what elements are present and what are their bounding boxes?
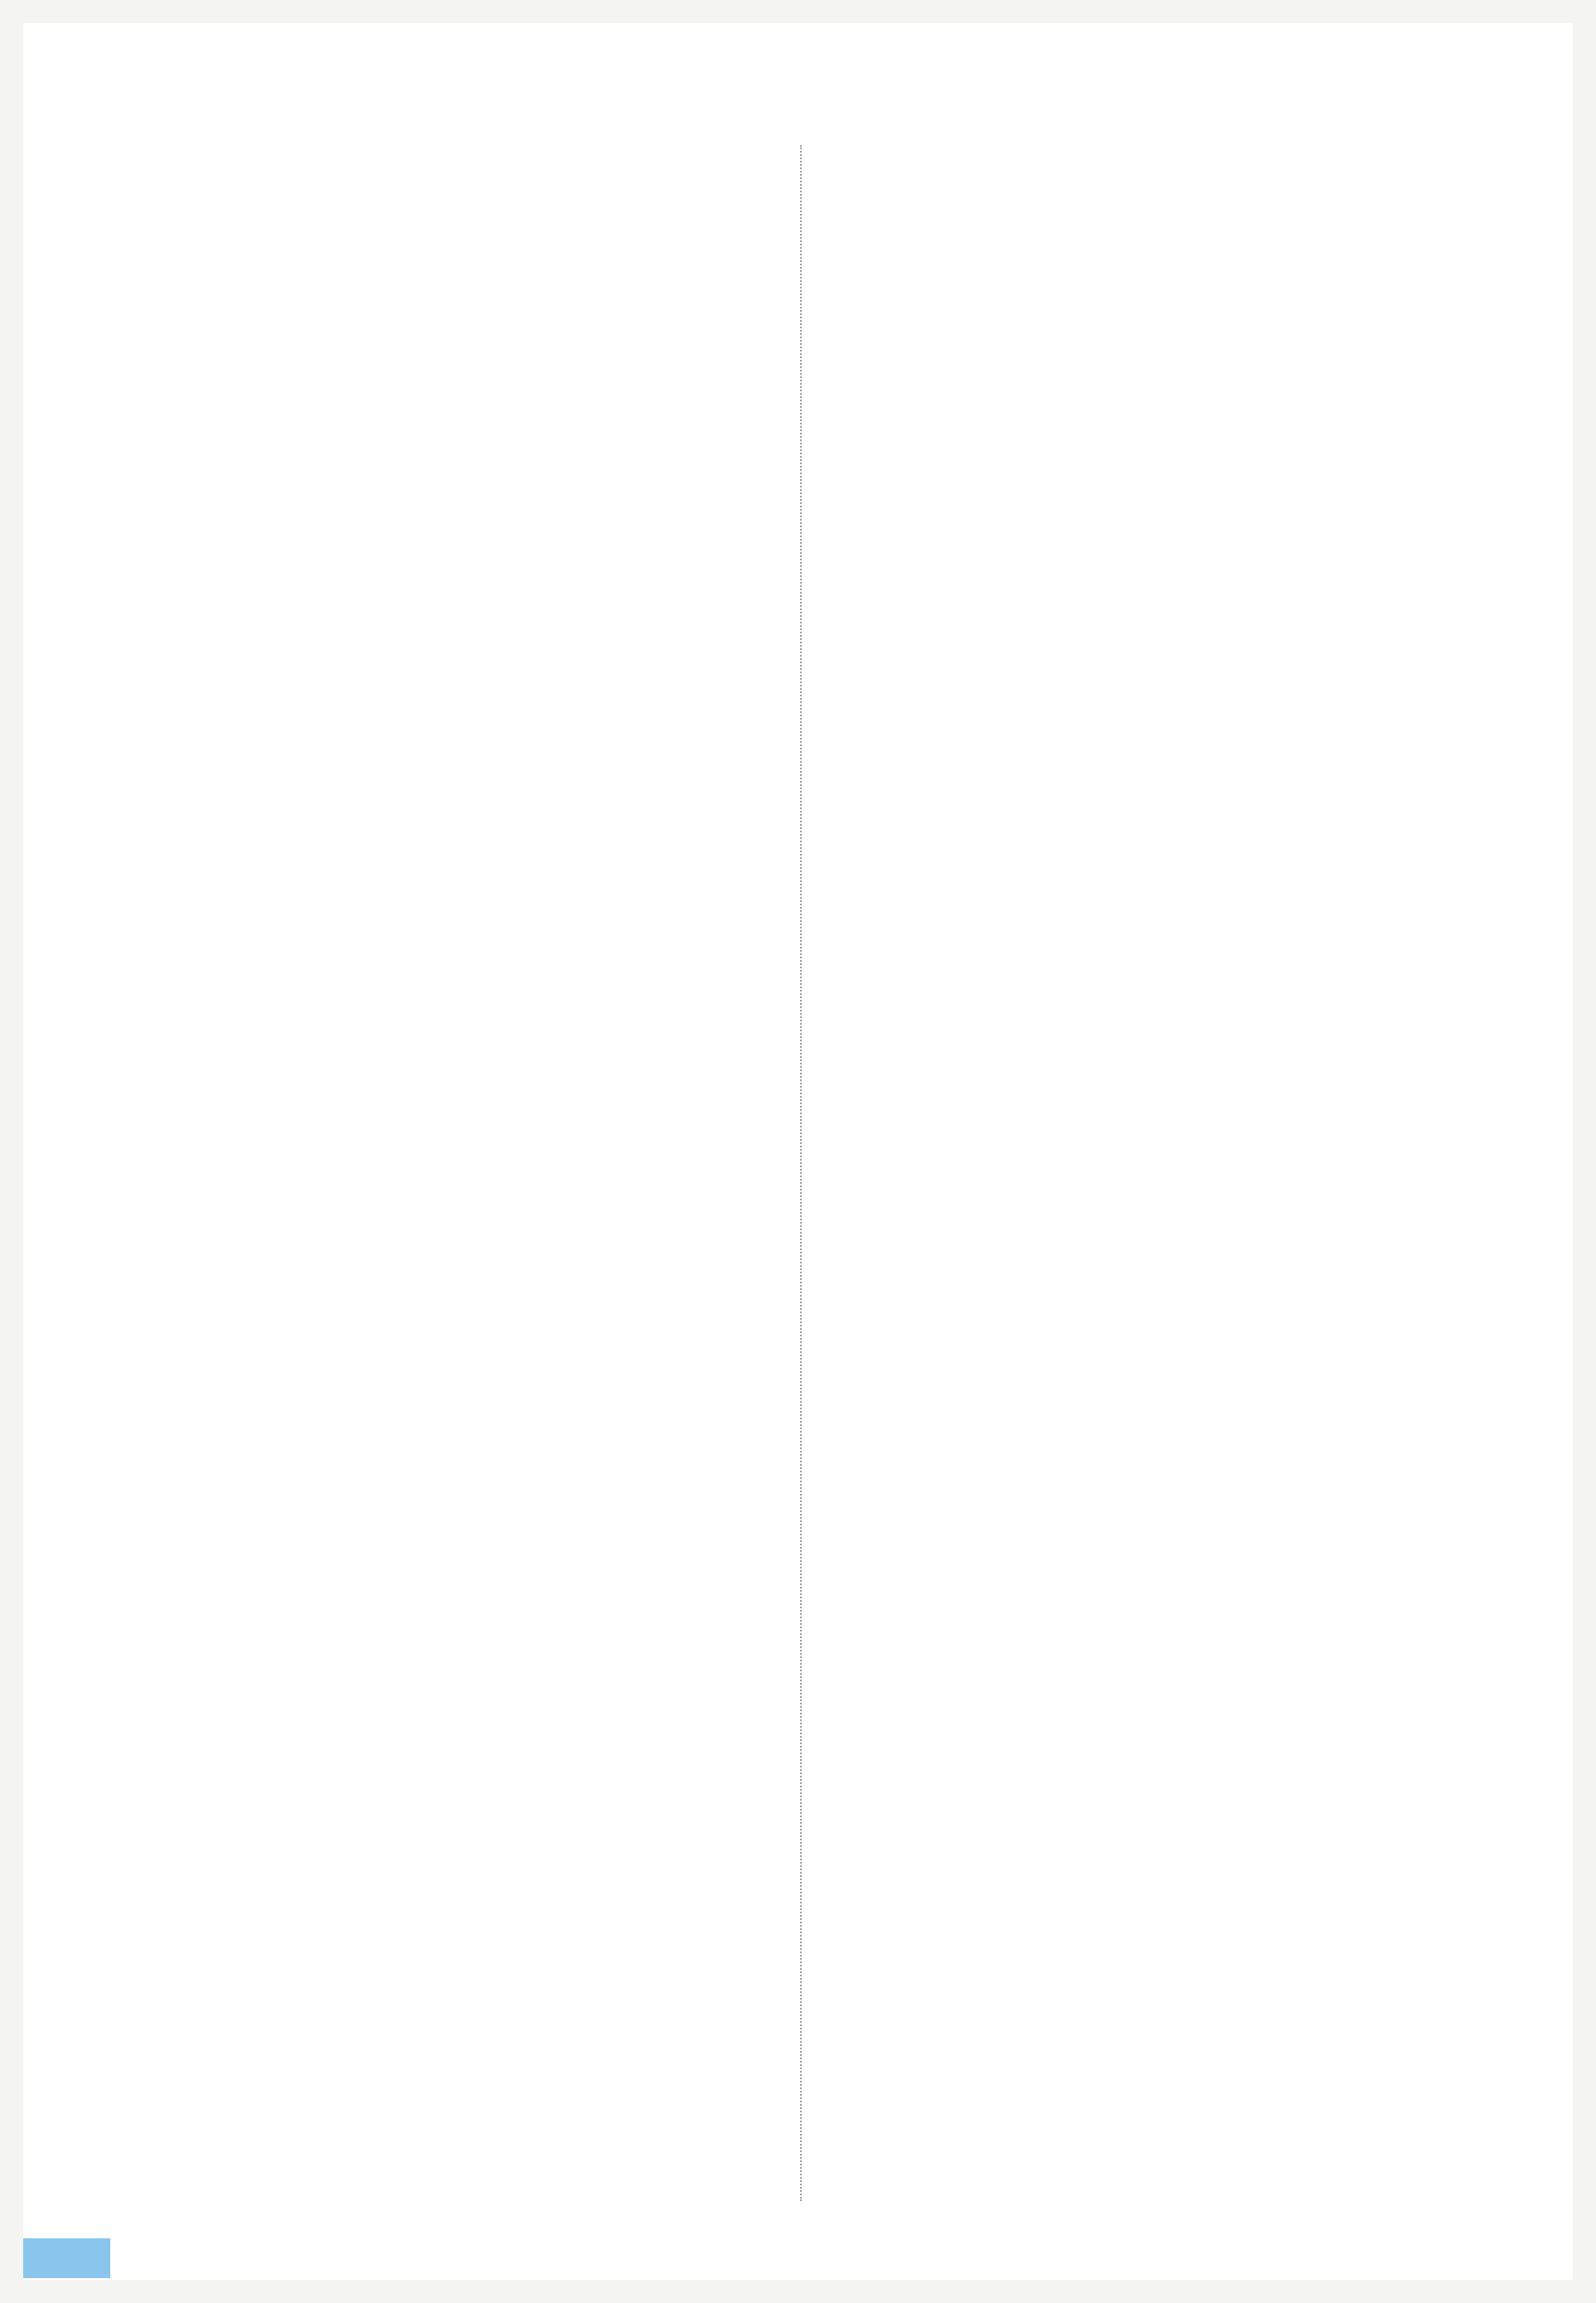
page-header [79, 79, 109, 137]
page-sheet [23, 23, 1573, 2280]
column-divider [800, 145, 802, 2201]
page-number [23, 2238, 110, 2278]
